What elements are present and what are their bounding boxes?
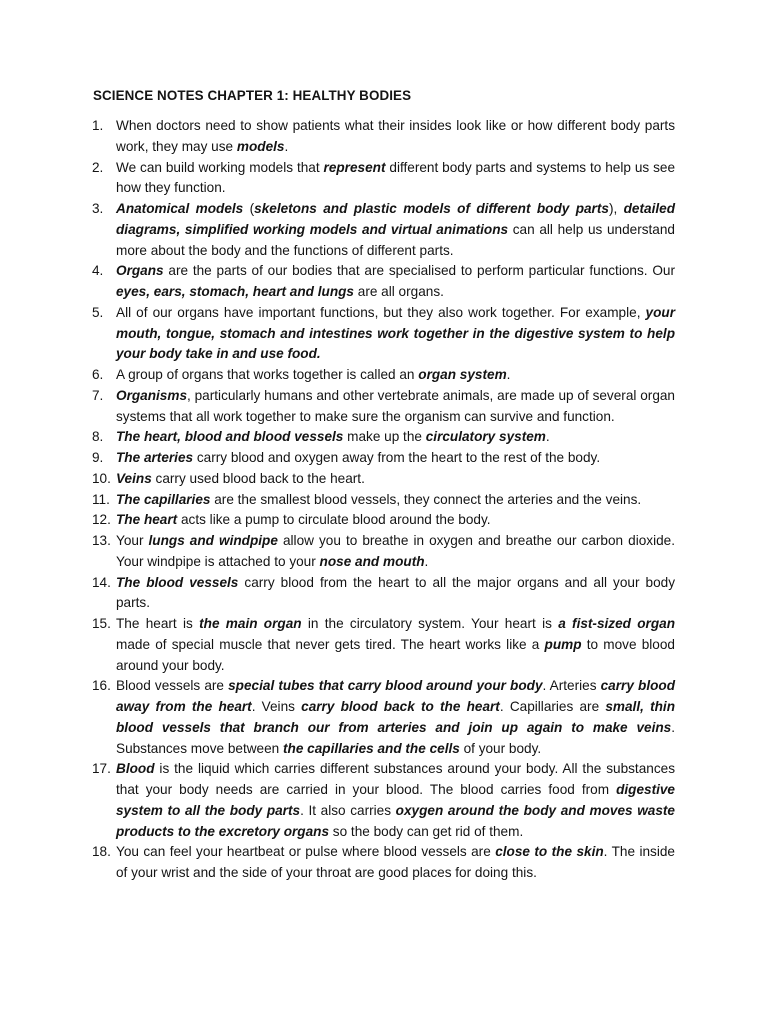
plain-text: Your (116, 533, 149, 548)
note-text (116, 429, 550, 444)
note-text (116, 533, 675, 569)
emphasis-text: The blood vessels (116, 574, 239, 590)
emphasis-text: The arteries (116, 450, 194, 465)
note-item (0, 676, 675, 759)
plain-text: When doctors need to show patients what their insides look like or how different body parts work, they may use (116, 118, 675, 154)
note-text (116, 388, 675, 424)
emphasis-text: carry blood away from the heart (116, 678, 676, 714)
plain-text: can all help us understand more about the body and the functions of different parts. (116, 221, 675, 258)
plain-text: make up the (343, 429, 426, 445)
plain-text: allow you to breathe in oxygen and breathe our carbon dioxide. Your windpipe is attached to your (116, 533, 675, 569)
note-number: 3. (92, 201, 104, 216)
emphasis-text: nose and mouth (319, 553, 425, 569)
emphasis-text: small, thin blood vessels that branch our from arteries and join up again to make veins (116, 699, 675, 735)
note-item (0, 842, 675, 884)
plain-text: made of special muscle that never gets tired. The heart works like a (116, 636, 545, 652)
page-title: SCIENCE NOTES CHAPTER 1: HEALTHY BODIES (93, 88, 412, 103)
emphasis-text: represent (323, 159, 386, 175)
plain-text: . (284, 138, 289, 154)
plain-text: carry used blood back to the heart. (151, 470, 365, 486)
emphasis-text: pump (544, 636, 582, 652)
emphasis-text: Veins (116, 470, 152, 486)
note-number: 15. (92, 616, 111, 631)
note-item (0, 573, 675, 615)
note-number: 11. (92, 491, 110, 507)
note-number: 9. (92, 450, 104, 465)
note-text (116, 305, 675, 362)
note-item (0, 158, 675, 200)
emphasis-text: The heart (116, 512, 178, 528)
note-item (0, 448, 675, 469)
emphasis-text: The capillaries (116, 491, 211, 507)
plain-text: so the body can get rid of them. (329, 823, 524, 839)
plain-text: in the circulatory system. Your heart is (301, 616, 559, 631)
plain-text: All of our organs have important functions, but they also work together. For example, (116, 304, 646, 320)
plain-text: We can build working models that (116, 159, 324, 175)
note-item (0, 427, 675, 448)
emphasis-text: skeletons and plastic models of different body parts (254, 201, 609, 216)
note-number: 17. (92, 761, 111, 777)
emphasis-text: a fist-sized organ (558, 616, 676, 631)
note-text (116, 678, 675, 755)
plain-text: . (424, 553, 429, 569)
note-text (116, 118, 675, 154)
emphasis-text: organ system (418, 367, 507, 382)
note-text (116, 160, 675, 196)
emphasis-text: lungs and windpipe (148, 533, 278, 548)
note-text (116, 450, 600, 465)
note-number: 13. (92, 533, 111, 548)
note-number: 1. (92, 118, 104, 133)
emphasis-text: The heart, blood and blood vessels (116, 429, 344, 445)
note-item (0, 199, 675, 261)
plain-text: to move blood around your body. (116, 636, 675, 673)
note-item (0, 469, 675, 490)
plain-text: is the liquid which carries different substances around your body. All the substances that your body needs are carried in your blood. The blood carries food from (116, 761, 675, 797)
note-number: 5. (92, 304, 104, 320)
plain-text: . Veins (251, 699, 302, 714)
emphasis-text: the main organ (199, 616, 302, 631)
plain-text: . (506, 367, 511, 382)
plain-text: . (545, 429, 550, 445)
plain-text: ( (243, 201, 255, 216)
emphasis-text: digestive system to all the body parts (116, 782, 675, 818)
plain-text: , particularly humans and other vertebrate animals, are made up of several organ systems that all work together to make sure the organism can survive and function. (116, 387, 675, 424)
note-item (0, 303, 675, 365)
note-item (0, 490, 675, 511)
emphasis-text: models (236, 138, 285, 154)
plain-text: are all organs. (353, 284, 444, 299)
plain-text: acts like a pump to circulate blood around the body. (177, 512, 491, 528)
plain-text: different body parts and systems to help us see how they function. (116, 159, 676, 196)
emphasis-text: detailed diagrams, simplified working models and virtual animations (116, 201, 675, 237)
plain-text: The heart is (116, 616, 200, 631)
notes-list (0, 116, 768, 884)
note-text (116, 761, 675, 838)
note-text (116, 263, 675, 299)
emphasis-text: Anatomical models (116, 201, 244, 216)
note-item (0, 365, 675, 386)
note-item (0, 386, 675, 428)
note-item (0, 531, 675, 573)
plain-text: carry blood and oxygen away from the heart to the rest of the body. (193, 450, 601, 465)
emphasis-text: Organisms (116, 387, 188, 403)
plain-text: of your body. (459, 740, 542, 756)
emphasis-text: the capillaries and the cells (283, 740, 460, 756)
note-number: 16. (92, 678, 111, 694)
emphasis-text: close to the skin (495, 844, 604, 860)
note-number: 10. (92, 470, 111, 486)
note-number: 18. (92, 844, 111, 860)
note-text (116, 616, 675, 673)
note-item (0, 614, 675, 676)
plain-text: are the smallest blood vessels, they connect the arteries and the veins. (210, 491, 642, 507)
note-number: 12. (92, 512, 111, 528)
emphasis-text: eyes, ears, stomach, heart and lungs (116, 284, 354, 299)
plain-text: are the parts of our bodies that are specialised to perform particular functions. Our (163, 263, 675, 279)
plain-text: Blood vessels are (116, 678, 229, 694)
plain-text: . Arteries (542, 678, 601, 694)
note-text (116, 512, 491, 527)
note-text (116, 844, 675, 880)
note-number: 4. (92, 263, 104, 279)
plain-text: . Capillaries are (499, 699, 606, 714)
plain-text: A group of organs that works together is called an (116, 367, 419, 382)
plain-text: You can feel your heartbeat or pulse where blood vessels are (116, 844, 496, 860)
emphasis-text: oxygen around the body and moves waste products to the excretory organs (116, 802, 675, 839)
note-text (116, 367, 510, 382)
note-number: 2. (92, 159, 104, 175)
note-item (0, 759, 675, 842)
plain-text: . Substances move between (116, 719, 675, 756)
note-item (0, 510, 675, 531)
note-text (116, 201, 675, 258)
plain-text: ), (608, 201, 624, 216)
note-number: 7. (92, 387, 104, 403)
note-text (116, 575, 675, 611)
plain-text: carry blood from the heart to all the major organs and all your body parts. (116, 574, 675, 611)
plain-text: . It also carries (300, 802, 396, 818)
note-item (0, 116, 675, 158)
note-item (0, 261, 675, 303)
emphasis-text: special tubes that carry blood around your body (228, 678, 543, 694)
note-number: 14. (92, 574, 111, 590)
note-text (116, 492, 641, 507)
emphasis-text: circulatory system (425, 429, 546, 445)
emphasis-text: Blood (116, 761, 155, 777)
note-text (116, 471, 365, 486)
plain-text: . The inside of your wrist and the side of your throat are good places for doing this. (116, 844, 675, 880)
emphasis-text: carry blood back to the heart (301, 699, 500, 714)
note-number: 6. (92, 367, 104, 382)
emphasis-text: Organs (116, 263, 164, 279)
note-number: 8. (92, 429, 104, 445)
emphasis-text: your mouth, tongue, stomach and intestines work together in the digestive system to help your body take in and use food. (116, 304, 675, 362)
